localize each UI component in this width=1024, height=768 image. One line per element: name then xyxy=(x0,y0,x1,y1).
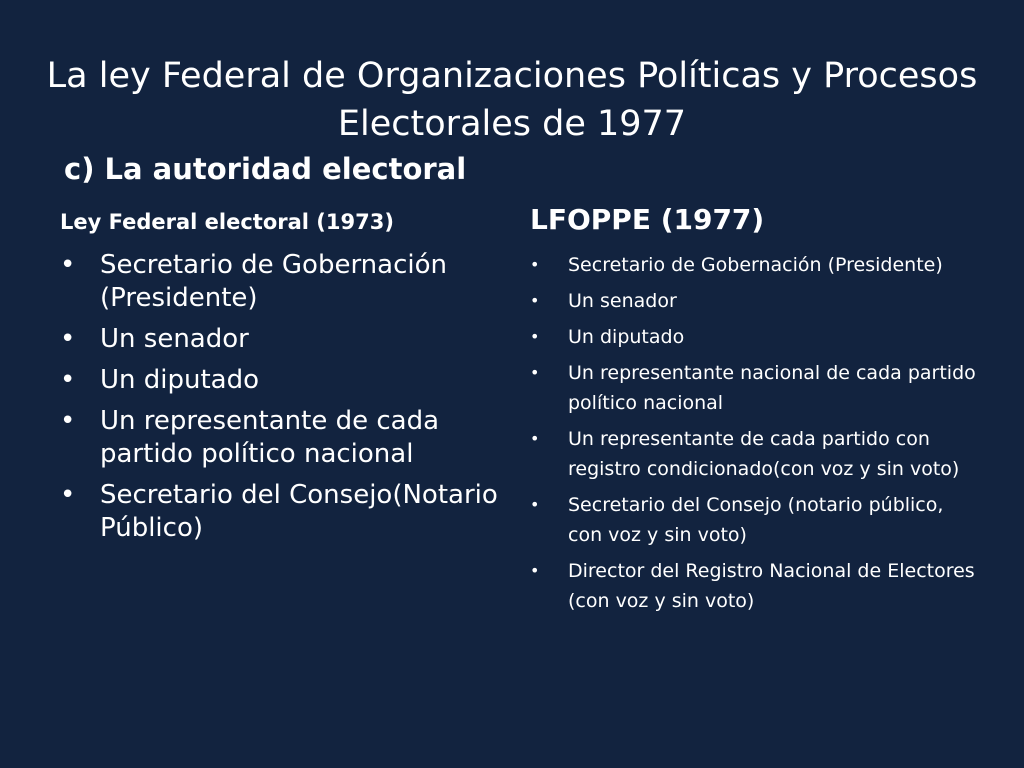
bullet-icon: • xyxy=(530,561,540,580)
list-item-text: Secretario de Gobernación (Presidente) xyxy=(100,250,447,313)
bullet-icon: • xyxy=(60,365,76,395)
bullet-icon: • xyxy=(530,327,540,346)
right-column xyxy=(530,200,980,622)
left-column xyxy=(60,205,500,553)
list-item xyxy=(530,358,980,418)
list-item-text: Un senador xyxy=(568,290,677,312)
list-item xyxy=(60,479,500,545)
list-item-text: Secretario del Consejo(Notario Público) xyxy=(100,480,498,543)
bullet-icon: • xyxy=(530,291,540,310)
bullet-icon: • xyxy=(60,480,76,510)
list-item xyxy=(530,490,980,550)
bullet-icon: • xyxy=(530,255,540,274)
list-item-text: Un senador xyxy=(100,324,249,354)
bullet-icon: • xyxy=(60,250,76,280)
list-item-text: Un representante de cada partido político nacional xyxy=(100,406,440,469)
list-item xyxy=(530,556,980,616)
list-item xyxy=(530,250,980,280)
list-item xyxy=(530,322,980,352)
list-item xyxy=(530,424,980,484)
bullet-icon: • xyxy=(60,406,76,436)
right-column-heading: LFOPPE (1977) xyxy=(530,203,765,236)
left-column-heading: Ley Federal electoral (1973) xyxy=(60,210,394,234)
slide-title: La ley Federal de Organizaciones Políticas y Procesos Electorales de 1977 xyxy=(46,56,978,144)
bullet-icon: • xyxy=(60,324,76,354)
bullet-icon: • xyxy=(530,495,540,514)
list-item xyxy=(530,286,980,316)
list-item-text: Un diputado xyxy=(100,365,260,395)
left-list xyxy=(60,249,500,545)
list-item-text: Un representante nacional de cada partido político nacional xyxy=(568,362,976,414)
list-item xyxy=(60,323,500,356)
list-item xyxy=(60,249,500,315)
list-item xyxy=(60,405,500,471)
list-item-text: Secretario del Consejo (notario público, con voz y sin voto) xyxy=(568,494,944,546)
list-item-text: Un representante de cada partido con registro condicionado(con voz y sin voto) xyxy=(568,428,960,480)
slide-subtitle: c) La autoridad electoral xyxy=(64,152,467,186)
list-item-text: Director del Registro Nacional de Electores (con voz y sin voto) xyxy=(568,560,975,612)
list-item xyxy=(60,364,500,397)
right-list xyxy=(530,250,980,616)
list-item-text: Un diputado xyxy=(568,326,685,348)
bullet-icon: • xyxy=(530,363,540,382)
list-item-text: Secretario de Gobernación (Presidente) xyxy=(568,254,943,276)
bullet-icon: • xyxy=(530,429,540,448)
